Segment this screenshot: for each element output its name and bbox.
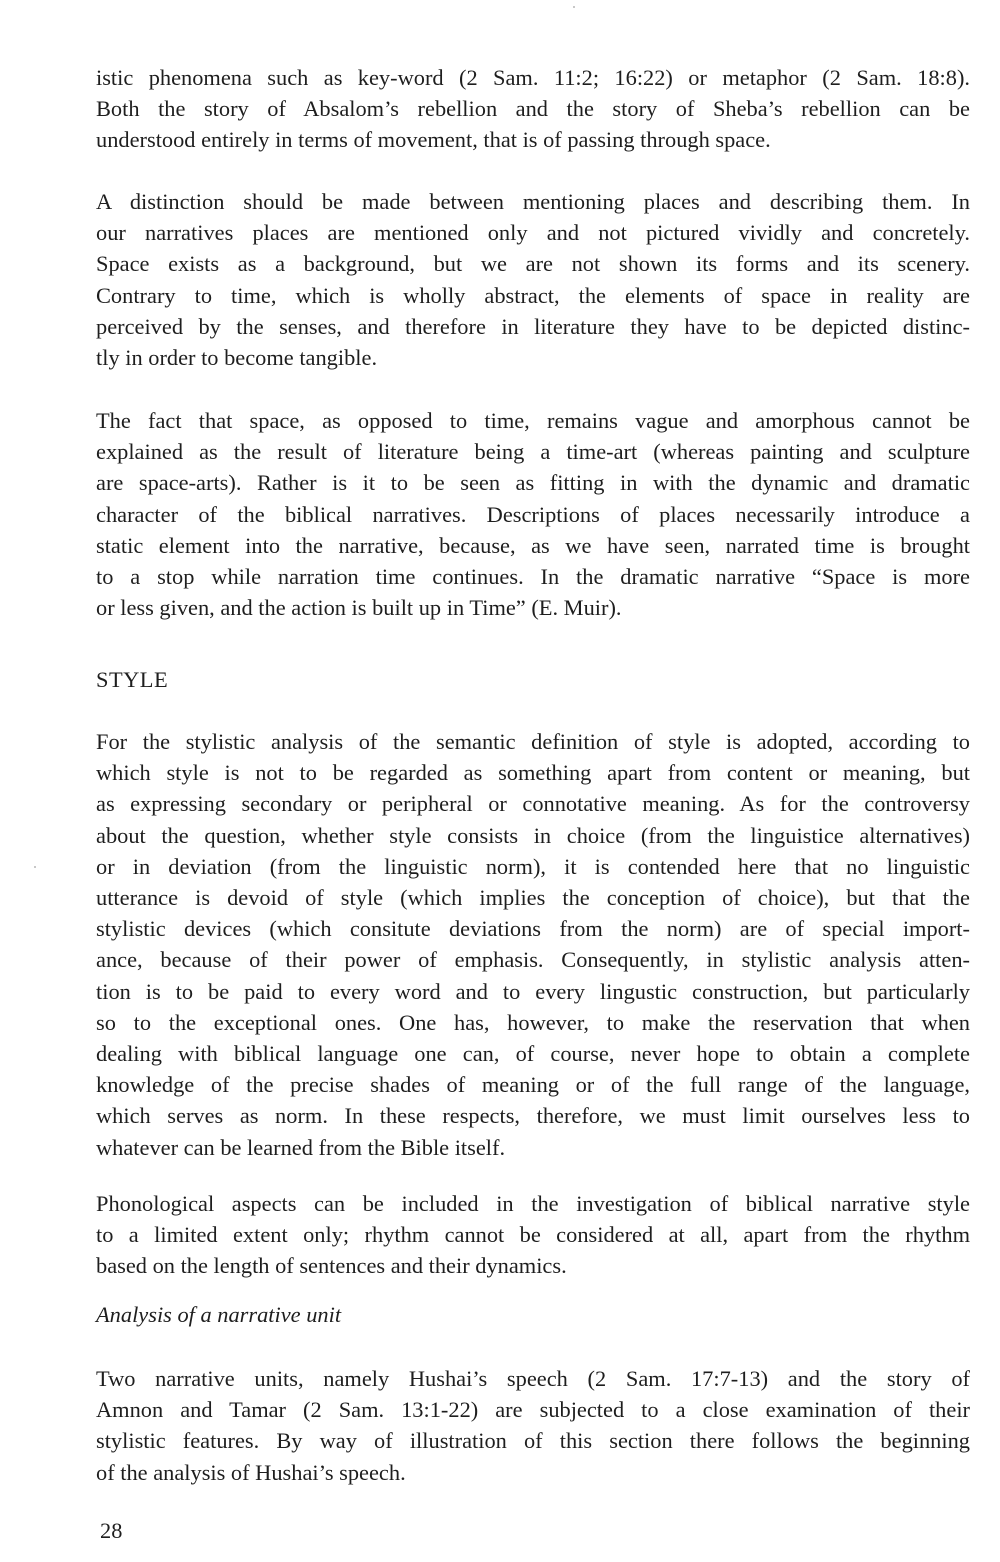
text-line: Phonological aspects can be included in the investigation of biblical narrative style [96, 1191, 970, 1216]
section-heading-style: STYLE [96, 667, 169, 692]
text-line: based on the length of sentences and their dynamics. [96, 1253, 567, 1279]
text-line: utterance is devoid of style (which implies the conception of choice), but that the [96, 885, 970, 911]
text-line: istic phenomena such as key-word (2 Sam. 11:2; 16:22) or metaphor (2 Sam. 18:8). [96, 65, 970, 90]
paragraph-narrative-units [96, 1363, 970, 1488]
text-line: The fact that space, as opposed to time, remains vague and amorphous cannot be [96, 408, 970, 433]
paragraph-space-vague [96, 405, 970, 623]
text-line: whatever can be learned from the Bible itself. [96, 1134, 506, 1160]
text-line: about the question, whether style consists in choice (from the linguistice alternatives) [96, 822, 970, 848]
paragraph-space-movement [96, 62, 970, 156]
text-line: Contrary to time, which is wholly abstract, the elements of space in reality are [96, 282, 970, 308]
text-line: which serves as norm. In these respects, therefore, we must limit ourselves less to [96, 1103, 970, 1129]
paragraph-stylistic-analysis [96, 726, 970, 1163]
text-line: Both the story of Absalom’s rebellion and the story of Sheba’s rebellion can be [96, 96, 970, 122]
scan-speck [573, 6, 575, 8]
scan-speck [34, 866, 36, 868]
text-line: perceived by the senses, and therefore in literature they have to be depicted distinc- [96, 313, 970, 339]
text-line: understood entirely in terms of movement, that is of passing through space. [96, 127, 771, 153]
text-line: Two narrative units, namely Hushai’s speech (2 Sam. 17:7-13) and the story of [96, 1366, 970, 1391]
text-line: Amnon and Tamar (2 Sam. 13:1-22) are subjected to a close examination of their [96, 1397, 970, 1423]
page-number: 28 [100, 1518, 123, 1543]
text-line: explained as the result of literature being a time-art (whereas painting and sculpture [96, 439, 970, 465]
text-line: or in deviation (from the linguistic norm), it is contended here that no linguistic [96, 853, 970, 879]
text-line: tly in order to become tangible. [96, 345, 378, 371]
text-line: For the stylistic analysis of the semantic definition of style is adopted, according to [96, 729, 970, 754]
text-line: our narratives places are mentioned only and not pictured vividly and concretely. [96, 220, 970, 246]
text-line: as expressing secondary or peripheral or connotative meaning. As for the controversy [96, 791, 970, 817]
text-line: or less given, and the action is built up in Time” (E. Muir). [96, 595, 622, 621]
text-line: tion is to be paid to every word and to every lingustic construction, but particularly [96, 978, 970, 1004]
text-line: to a stop while narration time continues. In the dramatic narrative “Space is more [96, 564, 970, 590]
text-line: stylistic devices (which consitute deviations from the norm) are of special import- [96, 916, 970, 942]
paragraph-phonological [96, 1188, 970, 1282]
paragraph-places [96, 186, 970, 373]
text-line: of the analysis of Hushai’s speech. [96, 1459, 406, 1485]
subheading-analysis: Analysis of a narrative unit [96, 1302, 342, 1327]
text-line: which style is not to be regarded as something apart from content or meaning, but [96, 760, 970, 786]
text-line: static element into the narrative, because, as we have seen, narrated time is brought [96, 532, 970, 558]
text-line: to a limited extent only; rhythm cannot be considered at all, apart from the rhythm [96, 1222, 970, 1248]
text-line: so to the exceptional ones. One has, however, to make the reservation that when [96, 1009, 970, 1035]
text-line: Space exists as a background, but we are not shown its forms and its scenery. [96, 251, 970, 277]
text-line: stylistic features. By way of illustration of this section there follows the beginning [96, 1428, 970, 1454]
text-line: A distinction should be made between mentioning places and describing them. In [96, 189, 970, 214]
text-line: are space-arts). Rather is it to be seen as fitting in with the dynamic and dramatic [96, 470, 970, 496]
text-line: dealing with biblical language one can, of course, never hope to obtain a complete [96, 1041, 970, 1067]
text-line: knowledge of the precise shades of meaning or of the full range of the language, [96, 1072, 970, 1098]
text-line: ance, because of their power of emphasis. Consequently, in stylistic analysis atten- [96, 947, 970, 973]
text-line: character of the biblical narratives. Descriptions of places necessarily introduce a [96, 501, 970, 527]
